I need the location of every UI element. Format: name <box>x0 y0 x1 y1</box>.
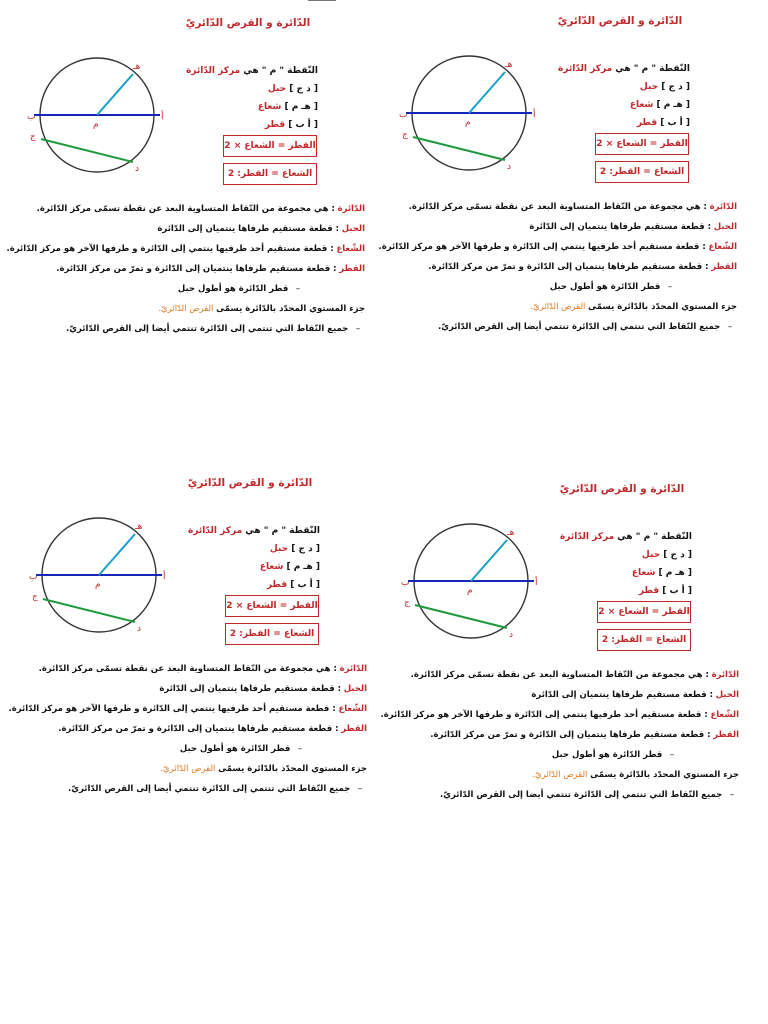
radius-definition: الشّعاع : قطعة مستقيم أحد طرفيها ينتمي إلى الدّائرة و طرفها الآخر هو مركز الدّائرة. <box>6 244 365 254</box>
radius-fact: [ هـ م ] شعاع <box>257 102 318 112</box>
label-d: د <box>137 624 142 634</box>
panel-title: الدّائرة و القرص الدّائريّ <box>557 15 683 27</box>
label-h: هـ <box>505 60 513 70</box>
label-a: أ <box>161 112 164 122</box>
label-h: هـ <box>133 62 141 72</box>
label-b: ب <box>399 110 408 120</box>
figure-facts <box>542 528 692 600</box>
chord-fact: [ د ج ] حبل <box>641 550 692 560</box>
radius-formula-box: الشعاع = القطر: 2 <box>225 623 319 645</box>
longest-chord-note: – قطر الدّائرة هو أطول حبل <box>551 750 675 760</box>
label-m: م <box>467 586 473 596</box>
label-j: ج <box>30 132 36 142</box>
diameter-fact: [ أ ب ] قطر <box>636 118 690 128</box>
circle-definition: الدّائرة : هي مجموعة من النّقاط المتساوية البعد عن نقطة تسمّى مركز الدّائرة. <box>36 204 365 214</box>
chord-fact: [ د ج ] حبل <box>267 84 318 94</box>
diameter-definition: القطر : قطعة مستقيم طرفاها ينتميان إلى الدّائرة و تمرّ من مركز الدّائرة. <box>428 262 737 272</box>
panel-title: الدّائرة و القرص الدّائريّ <box>559 483 685 495</box>
radius-formula-box: الشعاع = القطر: 2 <box>595 161 689 183</box>
radius-fact: [ هـ م ] شعاع <box>259 562 320 572</box>
label-a: أ <box>163 572 166 582</box>
circle-figure <box>392 523 562 648</box>
diameter-formula-box: القطر = الشعاع × 2 <box>225 595 319 617</box>
circle-definition: الدّائرة : هي مجموعة من النّقاط المتساوية البعد عن نقطة تسمّى مركز الدّائرة. <box>38 664 367 674</box>
diameter-formula-box: القطر = الشعاع × 2 <box>223 135 317 157</box>
points-note: – جميع النّقاط التي تنتمي إلى الدّائرة تنتمي أيضا إلى القرص الدّائريّ. <box>439 790 735 800</box>
radius-definition: الشّعاع : قطعة مستقيم أحد طرفيها ينتمي إلى الدّائرة و طرفها الآخر هو مركز الدّائرة. <box>8 704 367 714</box>
radius-line <box>99 534 135 575</box>
center-fact: النّقطة " م " هي مركز الدّائرة <box>185 66 318 76</box>
diameter-formula-box: القطر = الشعاع × 2 <box>597 601 691 623</box>
worksheet-panel-bottom-right <box>380 478 762 828</box>
label-d: د <box>509 630 514 640</box>
diameter-definition: القطر : قطعة مستقيم طرفاها ينتميان إلى الدّائرة و تمرّ من مركز الدّائرة. <box>58 724 367 734</box>
center-fact: النّقطة " م " هي مركز الدّائرة <box>187 526 320 536</box>
radius-line <box>471 540 507 581</box>
definitions <box>378 197 737 337</box>
longest-chord-note: – قطر الدّائرة هو أطول حبل <box>179 744 303 754</box>
label-j: ج <box>32 592 38 602</box>
definitions <box>8 659 367 799</box>
chord-definition: الحبل : قطعة مستقيم طرفاها ينتميان إلى الدّائرة <box>531 690 739 700</box>
radius-definition: الشّعاع : قطعة مستقيم أحد طرفيها ينتمي إلى الدّائرة و طرفها الآخر هو مركز الدّائرة. <box>378 242 737 252</box>
definitions <box>380 665 739 805</box>
chord-line <box>43 599 135 622</box>
label-d: د <box>135 164 140 174</box>
figure-facts <box>168 62 318 134</box>
points-note: – جميع النّقاط التي تنتمي إلى الدّائرة تنتمي أيضا إلى القرص الدّائريّ. <box>437 322 733 332</box>
chord-fact: [ د ج ] حبل <box>269 544 320 554</box>
label-m: م <box>95 580 101 590</box>
diameter-fact: [ أ ب ] قطر <box>266 580 320 590</box>
label-h: هـ <box>135 522 143 532</box>
chord-line <box>415 605 507 628</box>
circle-definition: الدّائرة : هي مجموعة من النّقاط المتساوية البعد عن نقطة تسمّى مركز الدّائرة. <box>408 202 737 212</box>
center-fact: النّقطة " م " هي مركز الدّائرة <box>559 532 692 542</box>
radius-line <box>97 74 133 115</box>
label-j: ج <box>402 130 408 140</box>
circle-figure <box>390 55 560 180</box>
radius-definition: الشّعاع : قطعة مستقيم أحد طرفيها ينتمي إلى الدّائرة و طرفها الآخر هو مركز الدّائرة. <box>380 710 739 720</box>
diameter-definition: القطر : قطعة مستقيم طرفاها ينتميان إلى الدّائرة و تمرّ من مركز الدّائرة. <box>430 730 739 740</box>
figure-facts <box>540 60 690 132</box>
diameter-fact: [ أ ب ] قطر <box>264 120 318 130</box>
label-m: م <box>465 118 471 128</box>
circle-figure <box>20 517 190 642</box>
label-b: ب <box>27 112 36 122</box>
label-b: ب <box>29 572 38 582</box>
longest-chord-note: – قطر الدّائرة هو أطول حبل <box>177 284 301 294</box>
top-edge-mark <box>308 0 336 1</box>
disc-definition: جزء المستوي المحدّد بالدّائرة يسمّى القرص الدّائريّ. <box>530 302 737 312</box>
radius-formula-box: الشعاع = القطر: 2 <box>597 629 691 651</box>
diameter-formula-box: القطر = الشعاع × 2 <box>595 133 689 155</box>
radius-fact: [ هـ م ] شعاع <box>629 100 690 110</box>
panel-title: الدّائرة و القرص الدّائريّ <box>187 477 313 489</box>
diameter-definition: القطر : قطعة مستقيم طرفاها ينتميان إلى الدّائرة و تمرّ من مركز الدّائرة. <box>56 264 365 274</box>
chord-definition: الحبل : قطعة مستقيم طرفاها ينتميان إلى الدّائرة <box>159 684 367 694</box>
radius-formula-box: الشعاع = القطر: 2 <box>223 163 317 185</box>
label-h: هـ <box>507 528 515 538</box>
definitions <box>6 199 365 339</box>
center-fact: النّقطة " م " هي مركز الدّائرة <box>557 64 690 74</box>
points-note: – جميع النّقاط التي تنتمي إلى الدّائرة تنتمي أيضا إلى القرص الدّائريّ. <box>65 324 361 334</box>
label-a: أ <box>533 110 536 120</box>
points-note: – جميع النّقاط التي تنتمي إلى الدّائرة تنتمي أيضا إلى القرص الدّائريّ. <box>67 784 363 794</box>
circle-definition: الدّائرة : هي مجموعة من النّقاط المتساوية البعد عن نقطة تسمّى مركز الدّائرة. <box>410 670 739 680</box>
diameter-fact: [ أ ب ] قطر <box>638 586 692 596</box>
chord-line <box>41 139 133 162</box>
worksheet-panel-top-right <box>378 10 760 360</box>
label-b: ب <box>401 578 410 588</box>
radius-line <box>469 72 505 113</box>
circle-figure <box>18 57 188 182</box>
chord-definition: الحبل : قطعة مستقيم طرفاها ينتميان إلى الدّائرة <box>529 222 737 232</box>
radius-fact: [ هـ م ] شعاع <box>631 568 692 578</box>
worksheet-panel-bottom-left <box>8 472 390 822</box>
disc-definition: جزء المستوي المحدّد بالدّائرة يسمّى القرص الدّائريّ. <box>160 764 367 774</box>
chord-fact: [ د ج ] حبل <box>639 82 690 92</box>
disc-definition: جزء المستوي المحدّد بالدّائرة يسمّى القرص الدّائريّ. <box>158 304 365 314</box>
label-d: د <box>507 162 512 172</box>
label-a: أ <box>535 578 538 588</box>
figure-facts <box>170 522 320 594</box>
chord-line <box>413 137 505 160</box>
longest-chord-note: – قطر الدّائرة هو أطول حبل <box>549 282 673 292</box>
chord-definition: الحبل : قطعة مستقيم طرفاها ينتميان إلى الدّائرة <box>157 224 365 234</box>
disc-definition: جزء المستوي المحدّد بالدّائرة يسمّى القرص الدّائريّ. <box>532 770 739 780</box>
label-j: ج <box>404 598 410 608</box>
label-m: م <box>93 120 99 130</box>
worksheet-panel-top-left <box>6 12 388 362</box>
panel-title: الدّائرة و القرص الدّائريّ <box>185 17 311 29</box>
